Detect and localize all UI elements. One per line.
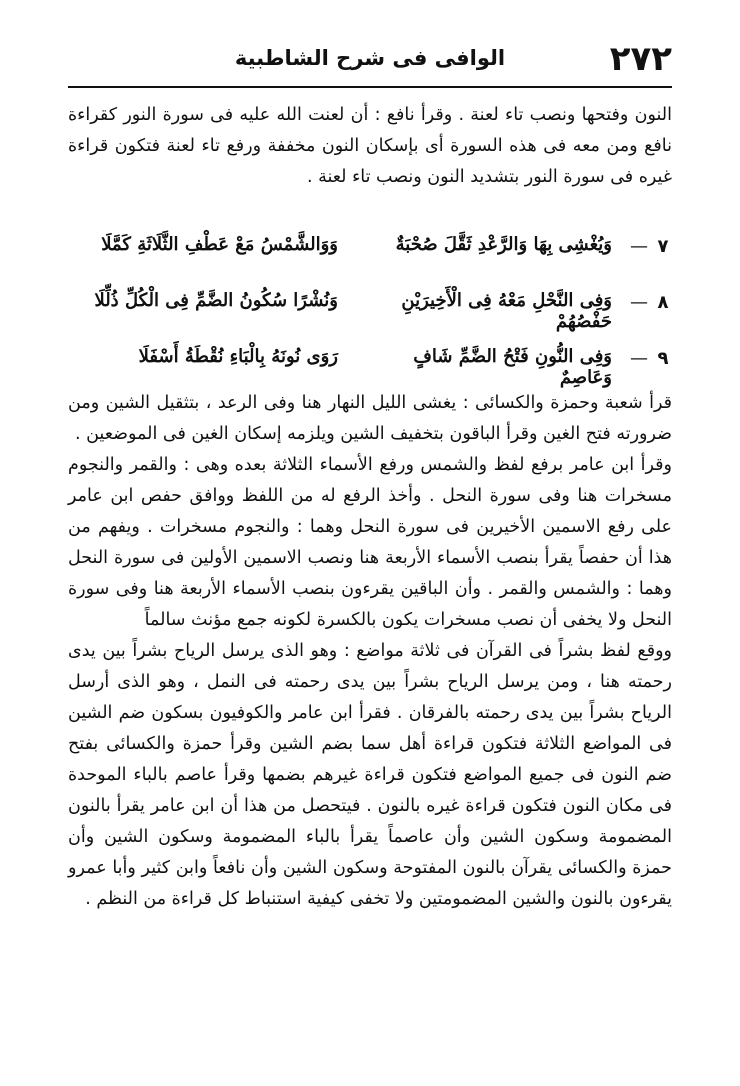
verse-second-hemistich: رَوَى نُونَهُ بِالْبَاءِ نُقْطَةُ أَسْفَلَا [138,346,338,367]
verse-number: ٩ [657,348,669,369]
verse-first-hemistich: وَفِى النُّونِ فَتْحُ الضَّمِّ شَافٍ وَعَاصِمٌ [413,346,612,388]
commentary-paragraph: قرأ شعبة وحمزة والكسائى : يغشى الليل النهار هنا وفى الرعد ، بتثقيل الشين ومن ضرورته فتح الغين وقرأ الباقون بتخفيف الشين ويلزمه إسكان الغين فى الموضعين . [68,393,672,444]
verse-dash: — [630,292,648,313]
verse-first-hemistich: وَفِى النَّحْلِ مَعْهُ فِى الْأَخِيرَيْنِ حَفْصُهُمْ [401,290,612,332]
verse-first-hemistich: وَيُغْشِى بِهَا وَالرَّعْدِ ثَقَّلَ صُحْبَةٌ [395,234,612,255]
page-number: ٢٧٢ [609,39,672,79]
poem-verses [68,222,672,390]
commentary-text [68,388,672,915]
header-rule [68,86,672,88]
page-header [68,38,672,80]
commentary-paragraph: وقرأ ابن عامر برفع لفظ والشمس ورفع الأسماء الثلاثة بعده وهى : والقمر والنجوم مسخرات هنا وفى سورة النحل . وأخذ الرفع له من اللفظ ووافق حفص ابن عامر على رفع الاسمين الأخيرين فى سورة النحل وهما : والنجوم مسخرات . ويفهم من هذا أن حفصاً يقرأ بنصب الأسماء الأربعة هنا ونصب الاسمين الأولين فى سورة النحل وهما : والشمس والقمر . وأن الباقين يقرءون بنصب الأسماء الأربعة هنا وفى سورة النحل ولا يخفى أن نصب مسخرات يكون بالكسرة لكونه جمع مؤنث سالماً [68,455,672,630]
commentary-paragraph: ووقع لفظ بشراً فى القرآن فى ثلاثة مواضع : وهو الذى يرسل الرياح بشراً بين يدى رحمته هنا ، ومن يرسل الرياح بشراً بين يدى رحمته فى النمل ، وهو الذى أرسل الرياح بشراً بين يدى رحمته بالفرقان . فقرأ ابن عامر والكوفيون بسكون ضم الشين فى المواضع الثلاثة فتكون قراءة أهل سما بضم الشين وقرأ حمزة والكسائى بفتح ضم النون فى جميع المواضع فتكون قراءة غيرهم بضمها وقرأ عاصم بالباء الموحدة فى مكان النون فتكون قراءة غيره بالنون . فيتحصل من هذا أن ابن عامر يقرأ بالنون المضمومة وسكون الشين وأن عاصماً يقرأ بالباء المضمومة وسكون الشين وأن حمزة والكسائى يقرآن بالنون المفتوحة وسكون الشين وأن نافعاً وابن كثير وأبا عمرو يقرءون بالنون والشين المضمومتين ولا تخفى كيفية استنباط كل قراءة من النظم . [68,641,672,909]
verse-line [68,334,672,390]
verse-line [68,222,672,278]
intro-text [68,100,672,193]
verse-dash: — [630,348,648,369]
verse-number: ٧ [657,236,669,257]
running-title: الوافى فى شرح الشاطبية [234,46,506,70]
verse-number: ٨ [657,292,669,313]
verse-dash: — [630,236,648,257]
intro-paragraph: النون وفتحها ونصب تاء لعنة . وقرأ نافع : أن لعنت الله عليه فى سورة النور كقراءة نافع ومن معه فى هذه السورة أى بإسكان النون مخففة ورفع تاء لعنة فتكون قراءة غيره فى سورة النور بتشديد النون ونصب تاء لعنة . [68,105,672,187]
verse-line [68,278,672,334]
verse-second-hemistich: وَوَالشَّمْسُ مَعْ عَطْفِ الثَّلَاثَةِ كَمَّلَا [101,234,338,255]
verse-second-hemistich: وَنُشْرًا سُكُونُ الضَّمِّ فِى الْكُلِّ ذُلِّلَا [94,290,338,311]
